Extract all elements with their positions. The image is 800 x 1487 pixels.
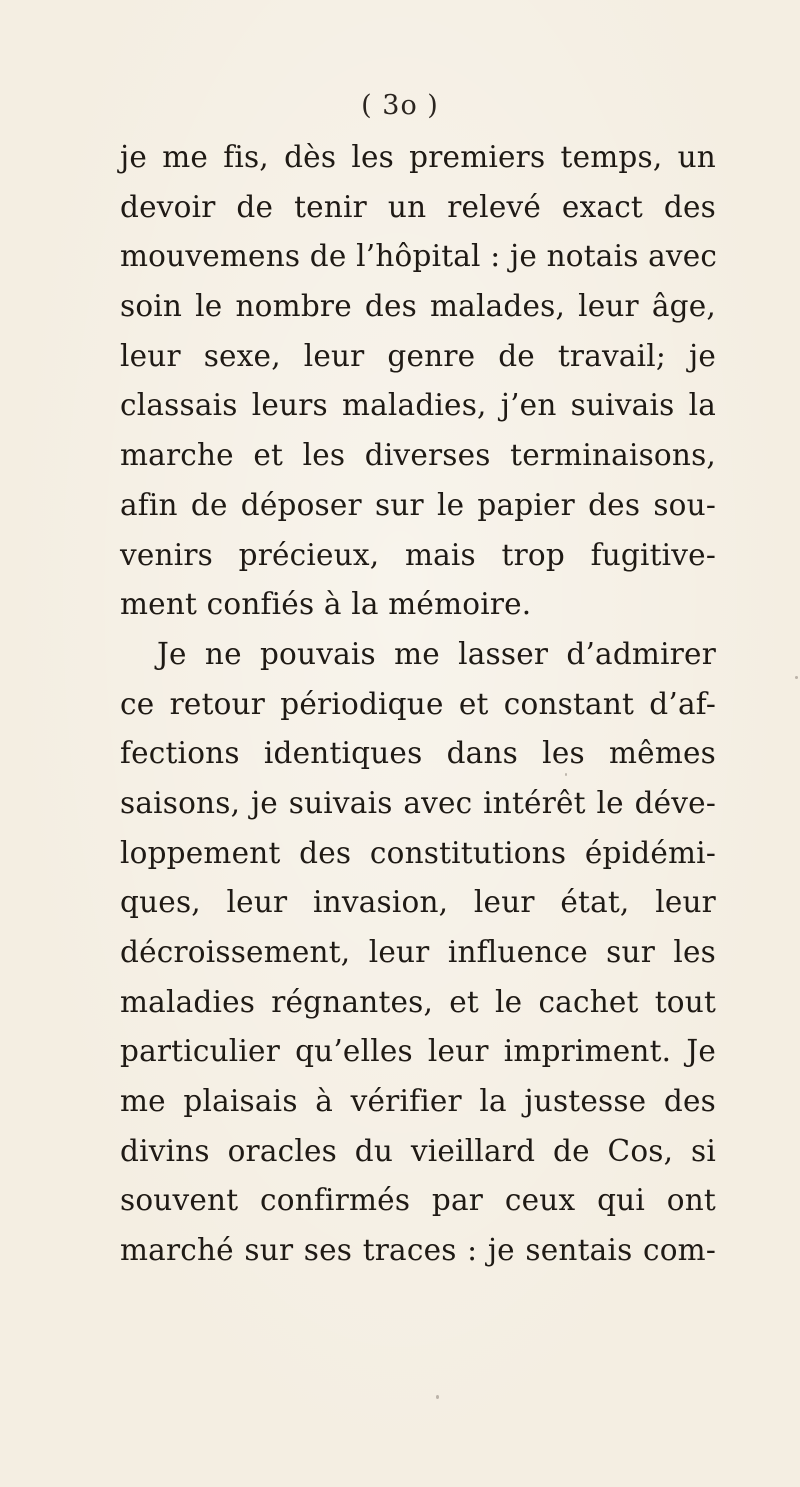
text-line: divins oracles du vieillard de Cos, si [120,1133,716,1168]
text-line: classais leurs maladies, j’en suivais la [120,388,716,423]
text-line: ce retour périodique et constant d’af- [120,686,716,721]
paper-speck [565,773,567,776]
text-line: décroissement, leur influence sur les [120,935,716,969]
text-line: devoir de tenir un relevé exact des [120,189,716,224]
text-line: ques, leur invasion, leur état, leur [120,885,716,920]
text-line: me plaisais à vérifier la justesse des [120,1084,716,1119]
text-line: je me fis, dès les premiers temps, un [120,140,716,174]
body-text [120,133,716,1276]
text-line: marche et les diverses terminaisons, [120,438,716,473]
paragraph-end-line: ment confiés à la mémoire. [120,587,532,622]
paper-speck [436,1395,439,1399]
page-number: ( 3o ) [361,90,439,121]
text-line: saisons, je suivais avec intérêt le déve- [120,785,716,820]
paragraph-start-line: Je ne pouvais me lasser d’admirer [157,636,716,671]
text-line: leur sexe, leur genre de travail; je [120,338,716,373]
text-line: souvent confirmés par ceux qui ont [120,1183,716,1218]
text-line: maladies régnantes, et le cachet tout [120,984,716,1019]
text-line: venirs précieux, mais trop fugitive- [120,537,716,572]
text-line: loppement des constitutions épidémi- [120,835,716,870]
text-line: afin de déposer sur le papier des sou- [120,487,716,522]
text-line: soin le nombre des malades, leur âge, [120,289,716,324]
text-line: marché sur ses traces : je sentais com- [120,1233,716,1268]
text-line: fections identiques dans les mêmes [120,736,716,771]
paper-speck [795,676,798,679]
text-line: particulier qu’elles leur impriment. Je [120,1034,716,1069]
text-line: mouvemens de l’hôpital : je notais avec [120,239,718,274]
